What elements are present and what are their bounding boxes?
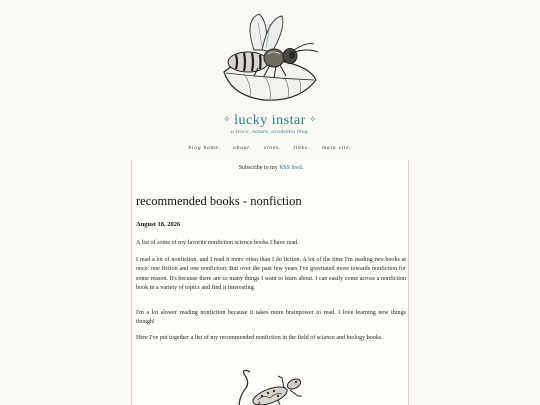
post-title: recommended books - nonfiction: [136, 194, 302, 208]
nav-link-zines[interactable]: zines.: [264, 145, 282, 151]
subscribe-line: [132, 165, 410, 171]
content-panel: [131, 160, 409, 405]
site-header: [0, 0, 540, 160]
site-title-text[interactable]: lucky instar: [234, 113, 306, 128]
post-paragraph: I read a lot of nonfiction, and I read it more often than I do fiction. A lot of the time I'm reading two books at once: one fiction and one nonfiction. But over the past few years I've gravitated more towards nonfiction for some reason. It's because there are so many things I want to learn about. I can easily come across a nonfiction book in a variety of topics and find it interesting.: [136, 257, 406, 291]
bee-logo-icon[interactable]: [214, 10, 326, 110]
sparkle-left-icon: ✧: [223, 114, 232, 124]
main-nav: [0, 145, 540, 151]
post-date: August 18, 2026: [136, 221, 181, 228]
rss-feed-link[interactable]: RSS feed: [279, 165, 302, 171]
post-paragraph: I'm a lot slower reading nonfiction because it takes more brainpower to read. I love learning new things though!: [136, 310, 406, 326]
nav-link-links[interactable]: links.: [293, 145, 310, 151]
sparkle-right-icon: ✧: [308, 114, 317, 124]
nav-link-main-site[interactable]: main site.: [322, 145, 352, 151]
site-tagline: science, nature, academia blog.: [230, 129, 310, 135]
nav-link-blog-home[interactable]: blog home.: [188, 145, 221, 151]
nav-link-about[interactable]: about.: [233, 145, 252, 151]
subscribe-prefix: Subscribe to my: [238, 165, 280, 171]
post-paragraph: Here I've put together a list of my recommended nonfiction in the field of science and biology books.: [136, 335, 383, 341]
site-title[interactable]: [0, 113, 540, 129]
subscribe-suffix: .: [301, 165, 304, 171]
lizard-illustration-icon: [232, 360, 312, 405]
post-paragraph: A list of some of my favorite nonfiction science books I have read.: [136, 240, 299, 246]
